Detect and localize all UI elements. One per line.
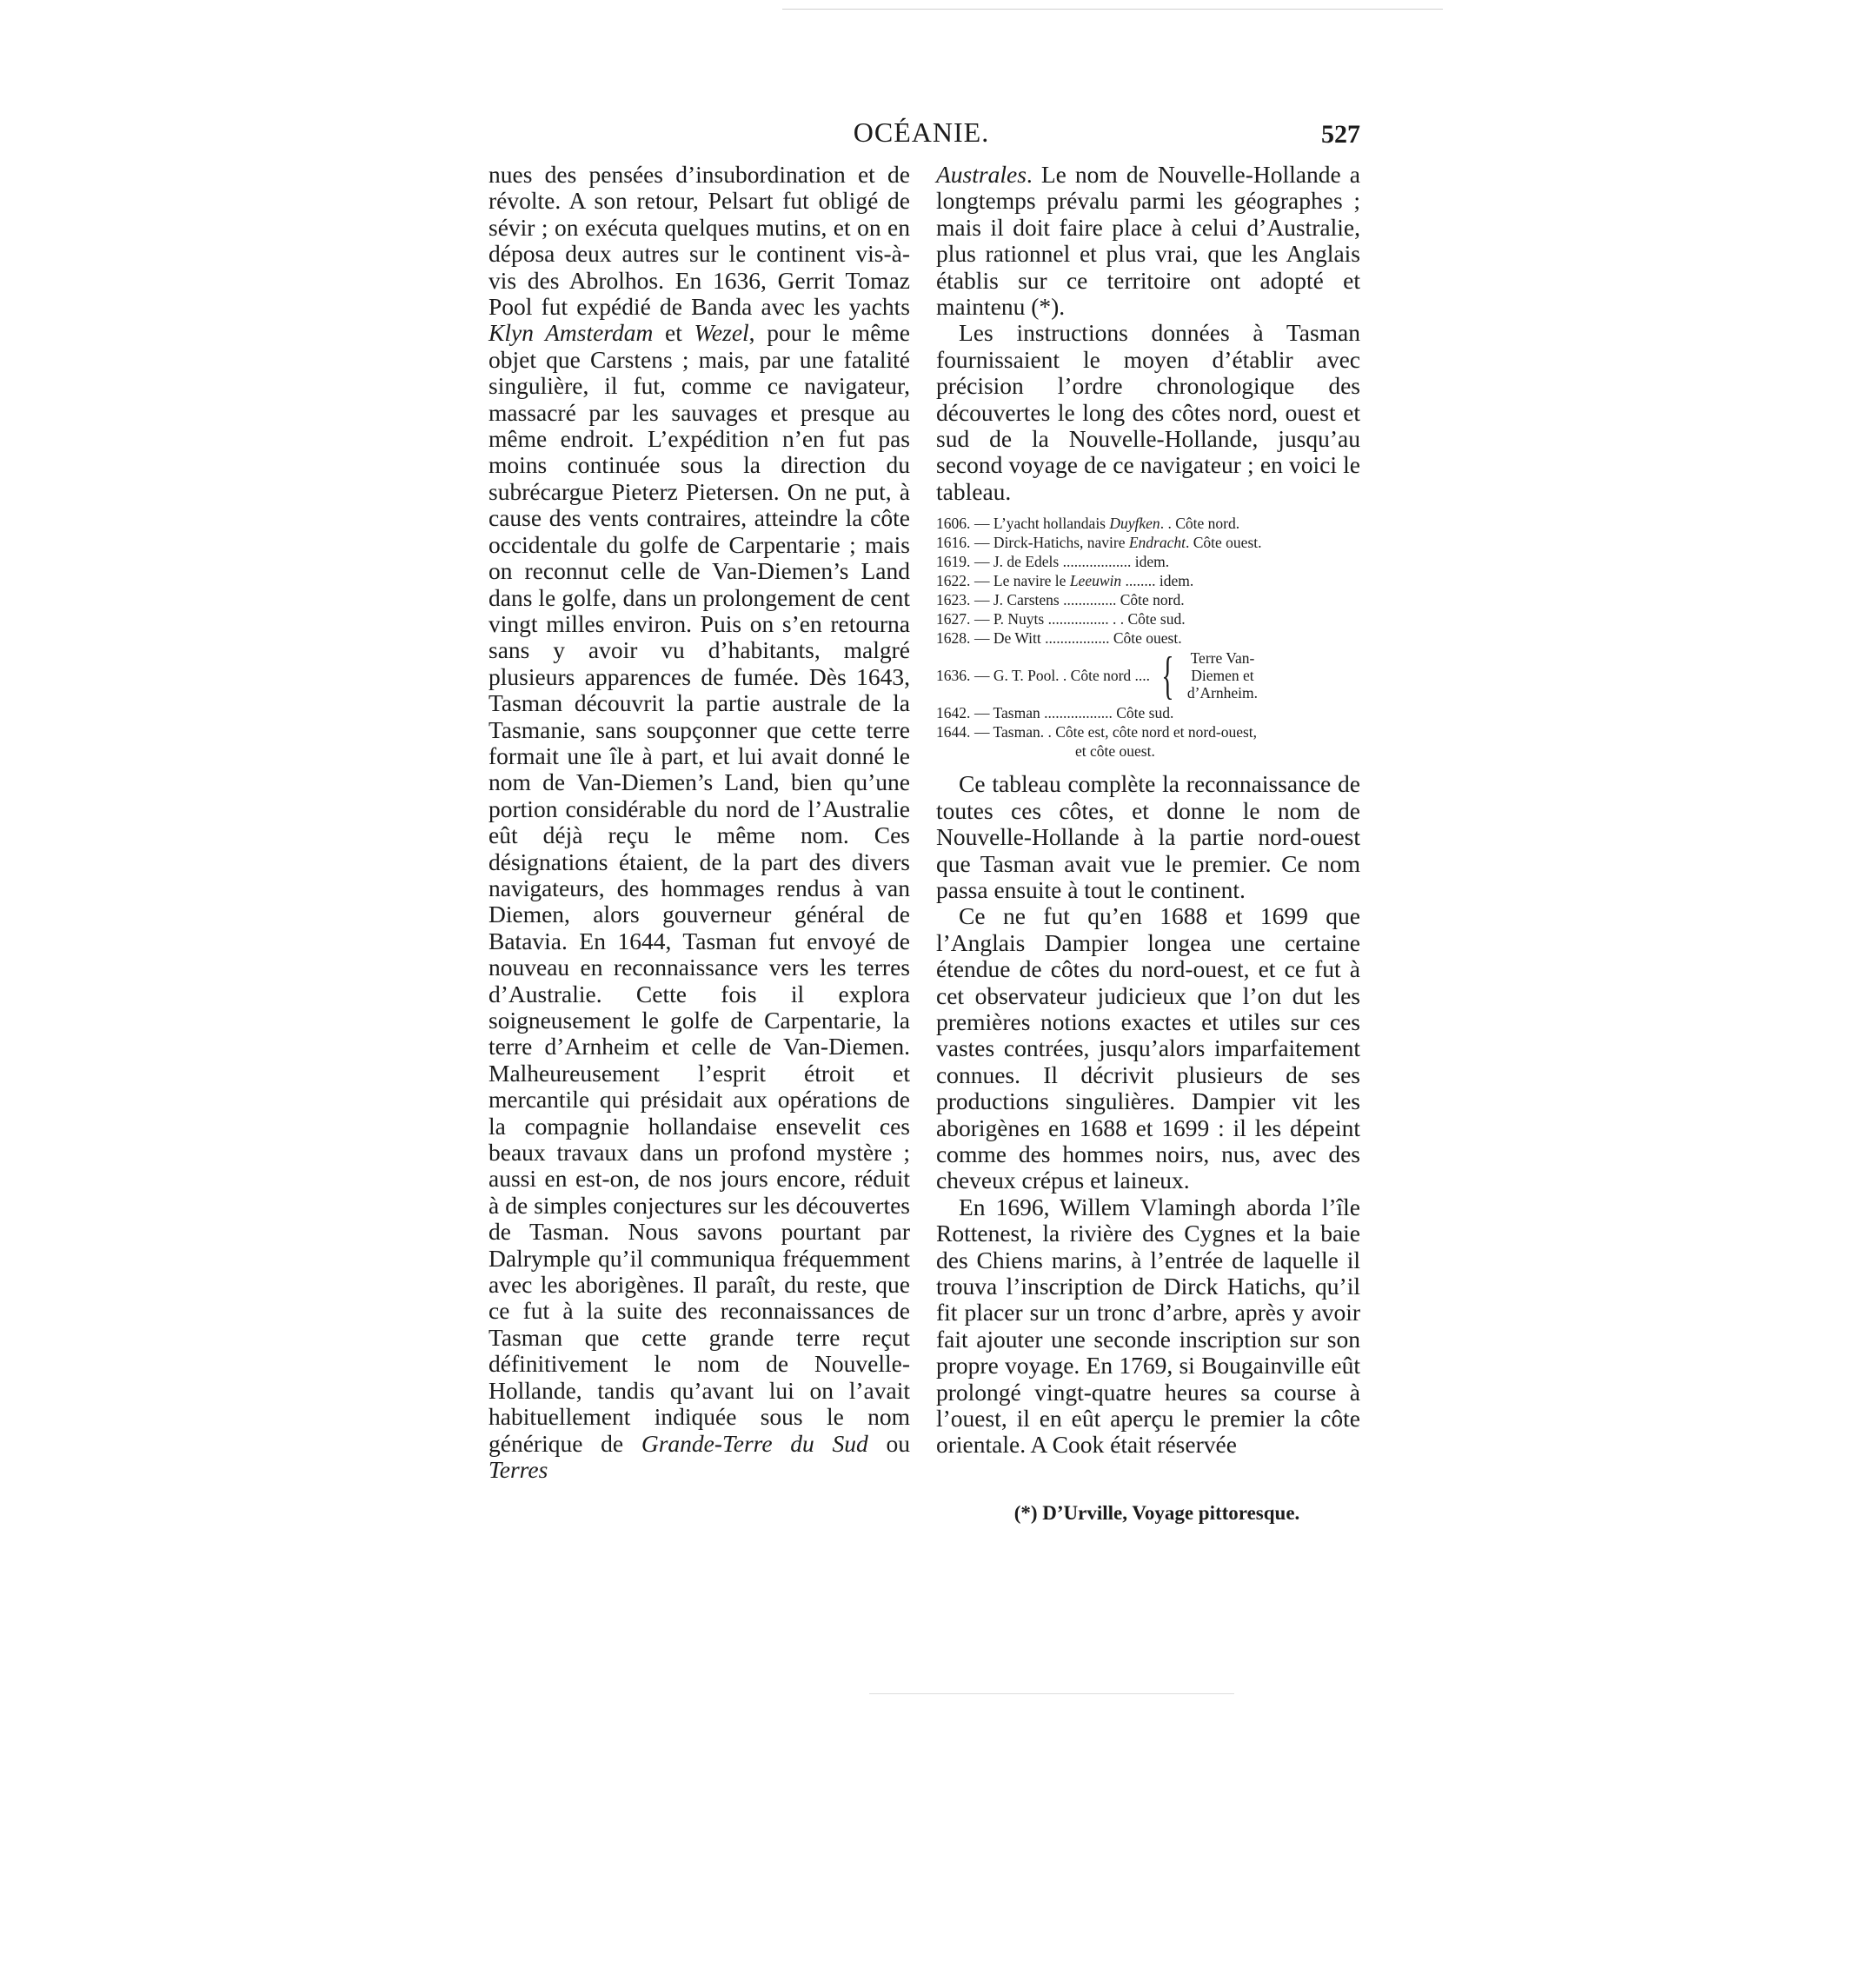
region-name: Terres: [488, 1455, 548, 1483]
chronology-table: [936, 514, 1360, 761]
table-row-continuation: et côte ouest.: [1075, 742, 1155, 761]
ship-name: Klyn Amsterdam: [488, 319, 654, 347]
table-row: 1628. — De Witt ................. Côte ouest.: [936, 629, 1182, 648]
table-row: 1606. — L’yacht hollandais Duyfken. . Côte nord.: [936, 515, 1240, 533]
table-row: 1622. — Le navire le Leeuwin ........ idem.: [936, 572, 1194, 590]
table-row: 1619. — J. de Edels .................. idem.: [936, 553, 1170, 571]
scan-artifact-bottom: [869, 1693, 1234, 1694]
page-number: 527: [1321, 120, 1360, 149]
right-paragraph-5: En 1696, Willem Vlamingh aborda l’île Rottenest, la rivière des Cygnes et la baie des Chiens marins, à l’entrée de laquelle il trouva l’inscription de Dirck Hatichs, qu’il fit placer sur un tronc d’arbre, après y avoir fait ajouter une seconde inscription sur son propre voyage. En 1769, si Bougainville eût prolongé vingt-quatre heures sa course à l’ouest, il en eût aperçu le premier la côte orientale. A Cook était réservée: [936, 1193, 1360, 1459]
page-title: OCÉANIE.: [853, 116, 990, 148]
left-paragraph: nues des pensées d’insubordination et de révolte. A son retour, Pelsart fut obligé de sévir ; on exécuta quelques mutins, et on en déposa deux autres sur le continent vis-à-vis des Abrolhos. En 1636, Gerrit Tomaz Pool fut expédié de Banda avec les yachts Klyn Amsterdam et Wezel, pour le même objet que Carstens ; mais, par une fatalité singulière, il fut, comme ce navigateur, massacré par les sauvages et presque au même endroit. L’expédition n’en fut pas moins continuée sous la direction du subrécargue Pieterz Pietersen. On ne put, à cause des vents contraires, atteindre la côte occidentale du golfe de Carpentarie ; mais on reconnut celle de Van-Diemen’s Land dans le golfe, dans un prolongement de cent vingt milles environ. Puis on s’en retourna sans y avoir vu d’habitants, malgré plusieurs apparences de fumée. Dès 1643, Tasman découvrit la partie australe de la Tasmanie, sans soupçonner que cette terre formait une île à part, et lui avait donné le nom de Van-Diemen’s Land, bien qu’une portion considérable du nord de l’Australie eût déjà reçu le même nom. Ces désignations étaient, de la part des divers navigateurs, des hommages rendus à van Diemen, alors gouverneur général de Batavia. En 1644, Tasman fut envoyé de nouveau en reconnaissance vers les terres d’Australie. Cette fois il explora soigneusement le golfe de Carpentarie, la terre d’Arnheim et celle de Van-Diemen. Malheureusement l’esprit étroit et mercantile qui présidait aux opérations de la compagnie hollandaise ensevelit ces beaux travaux dans un profond mystère ; aussi en est-on, de nos jours encore, réduit à de simples conjectures sur les découvertes de Tasman. Nous savons pourtant par Dalrymple qu’il communiqua fréquemment avec les aborigènes. Il paraît, du reste, que ce fut à la suite des reconnaissances de Tasman que cette grande terre reçut définitivement le nom de Nouvelle-Hollande, tandis qu’avant lui on l’avait habituellement indiquée sous le nom générique de Grande-Terre du Sud ou Terres: [488, 161, 911, 1483]
table-row: 1644. — Tasman. . Côte est, côte nord et nord-ouest,: [936, 723, 1258, 741]
table-row: 1623. — J. Carstens .............. Côte nord.: [936, 591, 1185, 609]
table-row: 1616. — Dirck-Hatichs, navire Endracht. Côte ouest.: [936, 534, 1262, 552]
ship-name: Wezel: [694, 319, 749, 347]
table-row: 1627. — P. Nuyts ................ . . Côte sud.: [936, 610, 1186, 628]
scan-artifact-top: [782, 9, 1443, 10]
region-name: Grande-Terre du Sud: [641, 1429, 868, 1457]
brace-glyph: {: [1161, 647, 1174, 705]
left-column: [488, 162, 910, 1483]
right-paragraph-1: Australes. Le nom de Nouvelle-Hollande a longtemps prévalu parmi les géographes ; mais il doit faire place à celui d’Australie, plus rationnel et plus vrai, que les Anglais établis sur ce territoire ont adopté et maintenu (*).: [936, 161, 1360, 321]
right-column: [936, 162, 1360, 1459]
table-row: 1642. — Tasman .................. Côte sud.: [936, 704, 1174, 722]
right-paragraph-2: Les instructions données à Tasman fournissaient le moyen d’établir avec précision l’ordre chronologique des découvertes le long des côtes nord, ouest et sud de la Nouvelle-Hollande, jusqu’au second voyage de ce navigateur ; en voici le tableau.: [936, 319, 1360, 505]
footnote: (*) D’Urville, Voyage pittoresque.: [1013, 1502, 1300, 1524]
right-paragraph-3: Ce tableau complète la reconnaissance de toutes ces côtes, et donne le nom de Nouvelle-Hollande à la partie nord-ouest que Tasman avait vue le premier. Ce nom passa ensuite à tout le continent.: [936, 770, 1360, 903]
table-row: 1636. — G. T. Pool. . Côte nord .... { Terre Van- Diemen et d’Arnheim.: [936, 647, 1259, 705]
right-paragraph-4: Ce ne fut qu’en 1688 et 1699 que l’Anglais Dampier longea une certaine étendue de côtes du nord-ouest, et ce fut à cet observateur judicieux que l’on dut les premières notions exactes et utiles sur ces vastes contrées, jusqu’alors imparfaitement connues. Il décrivit plusieurs de ses productions singulières. Dampier vit les aborigènes en 1688 et 1699 : il les dépeint comme des hommes noirs, nus, avec des cheveux crépus et laineux.: [936, 902, 1360, 1194]
